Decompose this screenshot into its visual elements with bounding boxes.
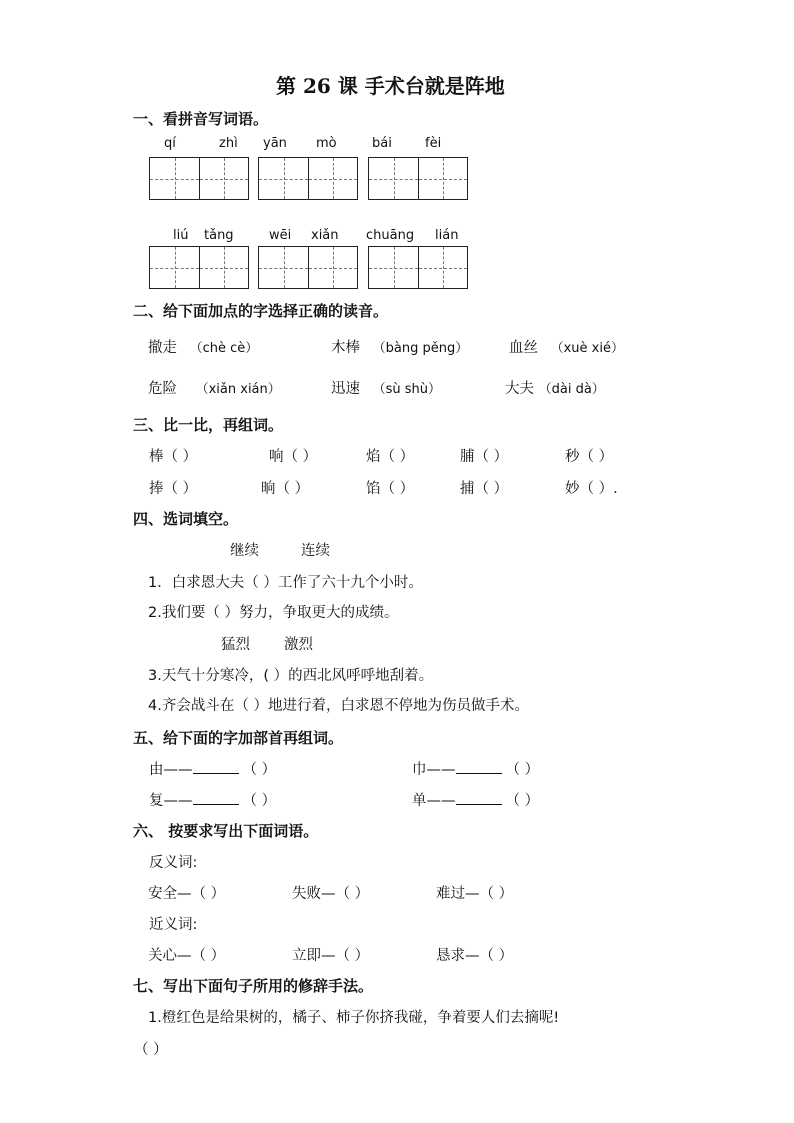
compare-item[interactable]: 脯（ ） <box>460 449 509 465</box>
word: 迅速 <box>331 381 360 397</box>
word-choice: 猛烈 <box>221 637 250 653</box>
pinyin: zhì <box>219 136 238 151</box>
word: 大夫 <box>505 381 534 397</box>
fill-question[interactable]: 3.天气十分寒冷，( ）的西北风呼呼地刮着。 <box>148 668 434 684</box>
radical-item <box>149 758 276 779</box>
pinyin: wēi <box>269 228 292 243</box>
section-5-heading: 五、给下面的字加部首再组词。 <box>133 729 344 747</box>
pinyin: lián <box>435 228 459 243</box>
synonym-item[interactable]: 恳求—（ ） <box>436 948 514 964</box>
pinyin: bái <box>372 136 392 151</box>
pronunciation-item <box>148 377 281 398</box>
answer-blank[interactable] <box>456 790 502 805</box>
compare-item[interactable]: 捕（ ） <box>460 481 509 497</box>
pronunciation-item <box>148 336 258 357</box>
pinyin: qí <box>164 136 176 151</box>
word: 危险 <box>148 381 177 397</box>
section-2-heading: 二、给下面加点的字选择正确的读音。 <box>133 302 389 320</box>
options[interactable]: （chè cè） <box>189 341 259 356</box>
options[interactable]: （bàng pěng） <box>372 341 469 356</box>
antonym-item[interactable]: 难过—（ ） <box>436 886 514 902</box>
section-3-heading: 三、比一比，再组词。 <box>133 416 284 434</box>
radical-char: 单—— <box>412 793 456 809</box>
writing-grid[interactable] <box>368 246 468 289</box>
answer-paren[interactable]: （ ） <box>134 1042 168 1058</box>
antonym-label: 反义词: <box>149 855 198 871</box>
word: 木棒 <box>331 340 360 356</box>
compare-item[interactable]: 棒（ ） <box>149 449 198 465</box>
pinyin: mò <box>316 136 337 151</box>
section-7-heading: 七、写出下面句子所用的修辞手法。 <box>133 977 374 995</box>
radical-char: 复—— <box>149 793 193 809</box>
answer-blank[interactable] <box>193 759 239 774</box>
radical-item <box>149 789 276 810</box>
options[interactable]: （xiǎn xián） <box>195 382 281 397</box>
word: 血丝 <box>509 340 538 356</box>
pinyin: liú <box>173 228 189 243</box>
options[interactable]: （xuè xié） <box>550 341 624 356</box>
writing-grid[interactable] <box>149 246 249 289</box>
radical-char: 由—— <box>149 762 193 778</box>
pinyin: fèi <box>425 136 442 151</box>
options[interactable]: （dài dà） <box>538 382 605 397</box>
fill-question[interactable]: 1．白求恩大夫（ ）工作了六十九个小时。 <box>148 575 423 591</box>
writing-grid[interactable] <box>258 246 358 289</box>
word-choice: 连续 <box>301 543 330 559</box>
antonym-item[interactable]: 安全—（ ） <box>148 886 226 902</box>
section-1-heading: 一、看拼音写词语。 <box>133 110 269 128</box>
compare-item[interactable]: 馅（ ） <box>366 481 415 497</box>
page-title: 第 26 课 手术台就是阵地 <box>276 74 505 98</box>
answer-paren[interactable]: （ ） <box>505 793 540 809</box>
radical-char: 巾—— <box>412 762 456 778</box>
synonym-item[interactable]: 关心—（ ） <box>148 948 226 964</box>
answer-paren[interactable]: （ ） <box>505 762 540 778</box>
answer-blank[interactable] <box>193 790 239 805</box>
answer-paren[interactable]: （ ） <box>242 762 277 778</box>
writing-grid[interactable] <box>368 157 468 200</box>
pronunciation-item <box>331 336 468 357</box>
answer-blank[interactable] <box>456 759 502 774</box>
section-4-heading: 四、选词填空。 <box>133 510 239 528</box>
synonym-label: 近义词: <box>149 917 198 933</box>
compare-item[interactable]: 响（ ） <box>269 449 318 465</box>
word-choice: 继续 <box>230 543 259 559</box>
radical-item <box>412 789 539 810</box>
radical-item <box>412 758 539 779</box>
fill-question[interactable]: 2.我们要（ ）努力，争取更大的成绩。 <box>148 605 399 621</box>
section-6-heading: 六、 按要求写出下面词语。 <box>133 822 319 840</box>
fill-question[interactable]: 4.齐会战斗在（ ）地进行着，白求恩不停地为伤员做手术。 <box>148 698 529 714</box>
compare-item[interactable]: 焰（ ） <box>366 449 415 465</box>
writing-grid[interactable] <box>149 157 249 200</box>
pinyin: chuāng <box>366 228 415 243</box>
synonym-item[interactable]: 立即—（ ） <box>292 948 370 964</box>
writing-grid[interactable] <box>258 157 358 200</box>
options[interactable]: （sù shù） <box>372 382 442 397</box>
pronunciation-item <box>505 377 605 398</box>
antonym-item[interactable]: 失败—（ ） <box>292 886 370 902</box>
compare-item[interactable]: 捧（ ） <box>149 481 198 497</box>
pinyin: xiǎn <box>311 228 339 243</box>
answer-paren[interactable]: （ ） <box>242 793 277 809</box>
pronunciation-item <box>331 377 441 398</box>
word-choice: 激烈 <box>284 637 313 653</box>
rhetoric-question: 1.橙红色是给果树的，橘子、柿子你挤我碰，争着要人们去摘呢! <box>148 1010 560 1026</box>
word: 撤走 <box>148 340 177 356</box>
compare-item[interactable]: 晌（ ） <box>261 481 310 497</box>
pronunciation-item <box>509 336 624 357</box>
compare-item[interactable]: 秒（ ） <box>565 449 614 465</box>
compare-item[interactable]: 妙（ ）. <box>565 481 618 497</box>
pinyin: yān <box>263 136 287 151</box>
pinyin: tǎng <box>204 228 234 243</box>
